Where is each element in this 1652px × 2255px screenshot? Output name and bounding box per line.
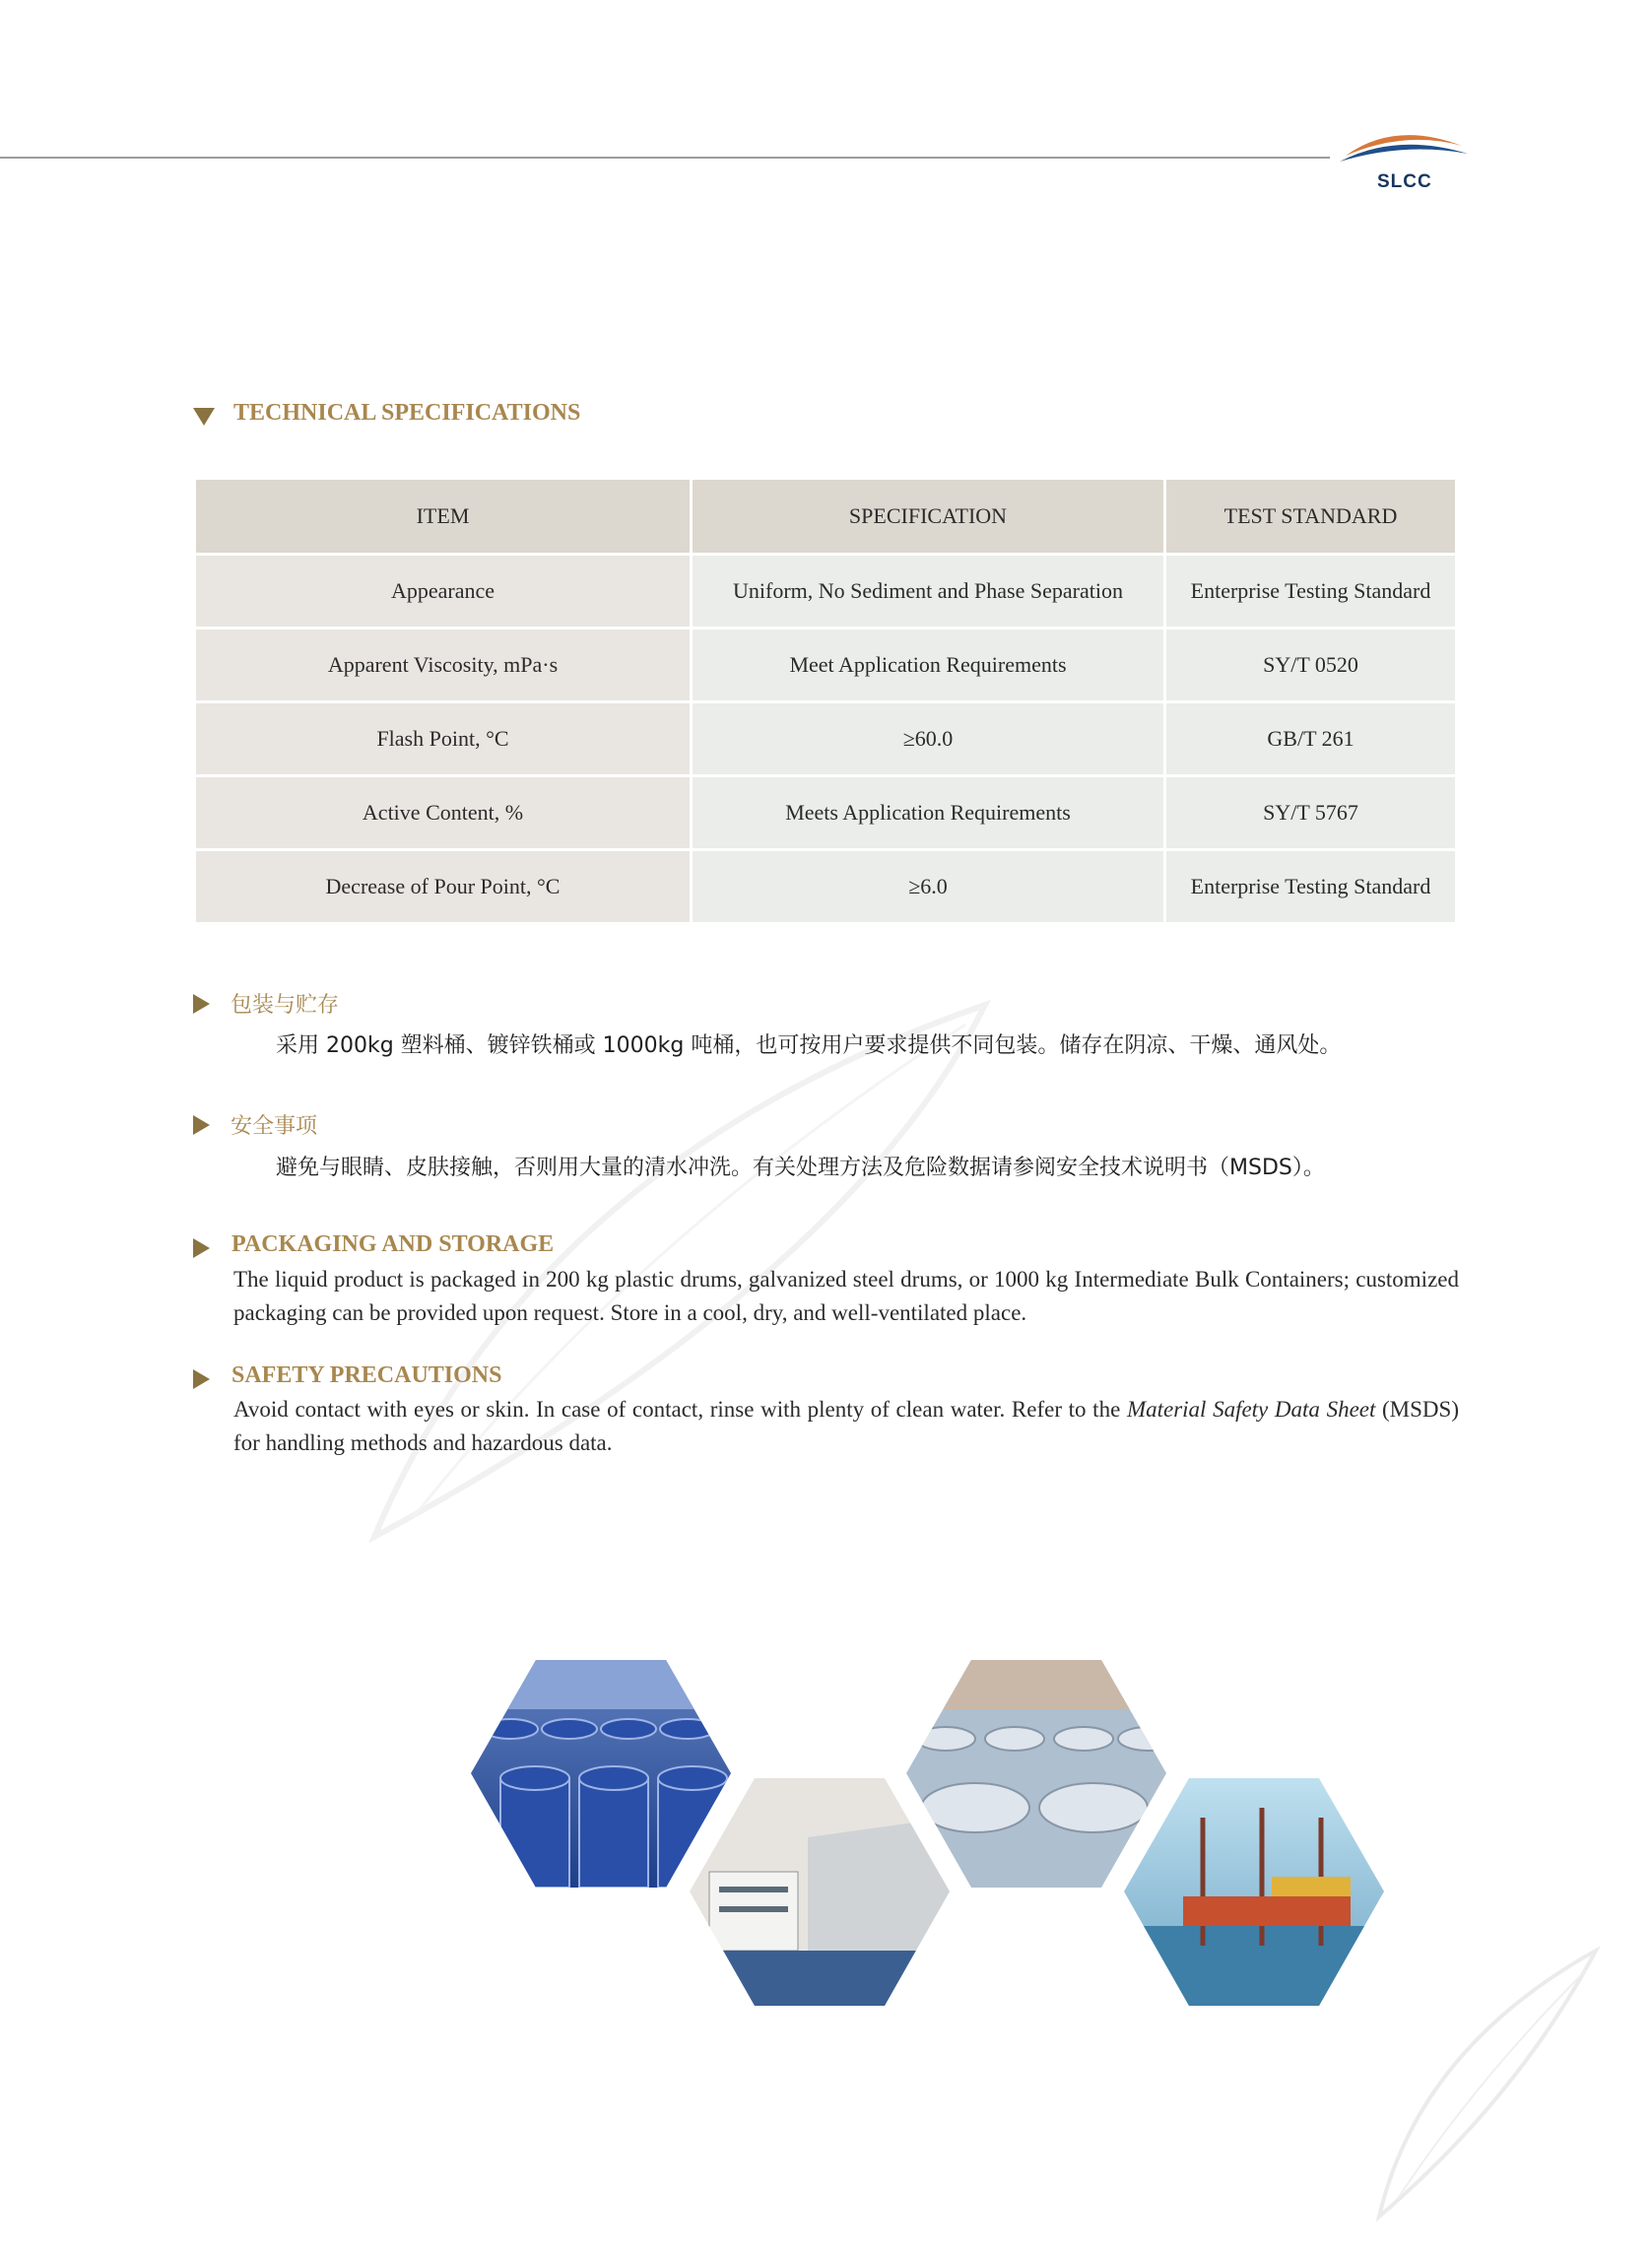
column-header: SPECIFICATION — [693, 480, 1163, 553]
offshore-rig-photo — [1124, 1778, 1384, 2006]
en-packaging-body: The liquid product is packaged in 200 kg plastic drums, galvanized steel drums, or 1000 kg Intermediate Bulk Containers; customized packaging can be provided upon request. Store in a cool, dry, and well-ventilated place. — [233, 1267, 1459, 1325]
item-cell: Decrease of Pour Point, °C — [196, 851, 690, 922]
table-row — [196, 777, 1455, 848]
en-safety-text: (MSDS) for handling methods and hazardous data. — [233, 1397, 1459, 1455]
table-header-row — [196, 480, 1455, 553]
section-marker-icon — [193, 1115, 210, 1135]
column-header: ITEM — [196, 480, 690, 553]
item-cell: Flash Point, °C — [196, 703, 690, 774]
section-marker-icon — [193, 994, 210, 1014]
cn-safety-title: 安全事项 — [231, 1114, 318, 1139]
cn-packaging-body: 采用 200kg 塑料桶、镀锌铁桶或 1000kg 吨桶，也可按用户要求提供不同包装。储存在阴凉、干燥、通风处。 — [276, 1033, 1342, 1058]
table-row — [196, 556, 1455, 627]
standard-cell: GB/T 261 — [1166, 703, 1455, 774]
header-rule — [0, 157, 1330, 159]
en-packaging-title: PACKAGING AND STORAGE — [231, 1231, 555, 1257]
item-cell: Apparent Viscosity, mPa·s — [196, 630, 690, 700]
spec-cell: Uniform, No Sediment and Phase Separation — [693, 556, 1163, 627]
logo-text: SLCC — [1377, 171, 1432, 192]
column-header: TEST STANDARD — [1166, 480, 1455, 553]
standard-cell: Enterprise Testing Standard — [1166, 556, 1455, 627]
tech-specs-title: TECHNICAL SPECIFICATIONS — [233, 400, 581, 426]
table-row — [196, 630, 1455, 700]
spec-cell: ≥60.0 — [693, 703, 1163, 774]
spec-table — [193, 477, 1458, 925]
section-marker-icon — [193, 1369, 210, 1389]
spec-cell: Meet Application Requirements — [693, 630, 1163, 700]
table-row — [196, 703, 1455, 774]
table-row — [196, 851, 1455, 922]
msds-title: Material Safety Data Sheet — [1126, 1397, 1376, 1422]
spec-cell: ≥6.0 — [693, 851, 1163, 922]
item-cell: Appearance — [196, 556, 690, 627]
spec-cell: Meets Application Requirements — [693, 777, 1163, 848]
en-safety-text: Avoid contact with eyes or skin. In case of contact, rinse with plenty of clean water. Refer to the — [233, 1397, 1127, 1422]
en-safety-title: SAFETY PRECAUTIONS — [231, 1362, 502, 1388]
cn-packaging-title: 包装与贮存 — [231, 993, 340, 1018]
en-safety-body — [233, 1393, 1459, 1460]
item-cell: Active Content, % — [196, 777, 690, 848]
section-marker-icon — [193, 1238, 210, 1258]
slcc-logo — [1336, 124, 1474, 193]
section-marker-icon — [193, 408, 215, 426]
standard-cell: Enterprise Testing Standard — [1166, 851, 1455, 922]
standard-cell: SY/T 0520 — [1166, 630, 1455, 700]
standard-cell: SY/T 5767 — [1166, 777, 1455, 848]
corner-watermark — [1359, 1931, 1616, 2226]
cn-safety-body: 避免与眼睛、皮肤接触，否则用大量的清水冲洗。有关处理方法及危险数据请参阅安全技术说明书（MSDS）。 — [276, 1156, 1325, 1180]
